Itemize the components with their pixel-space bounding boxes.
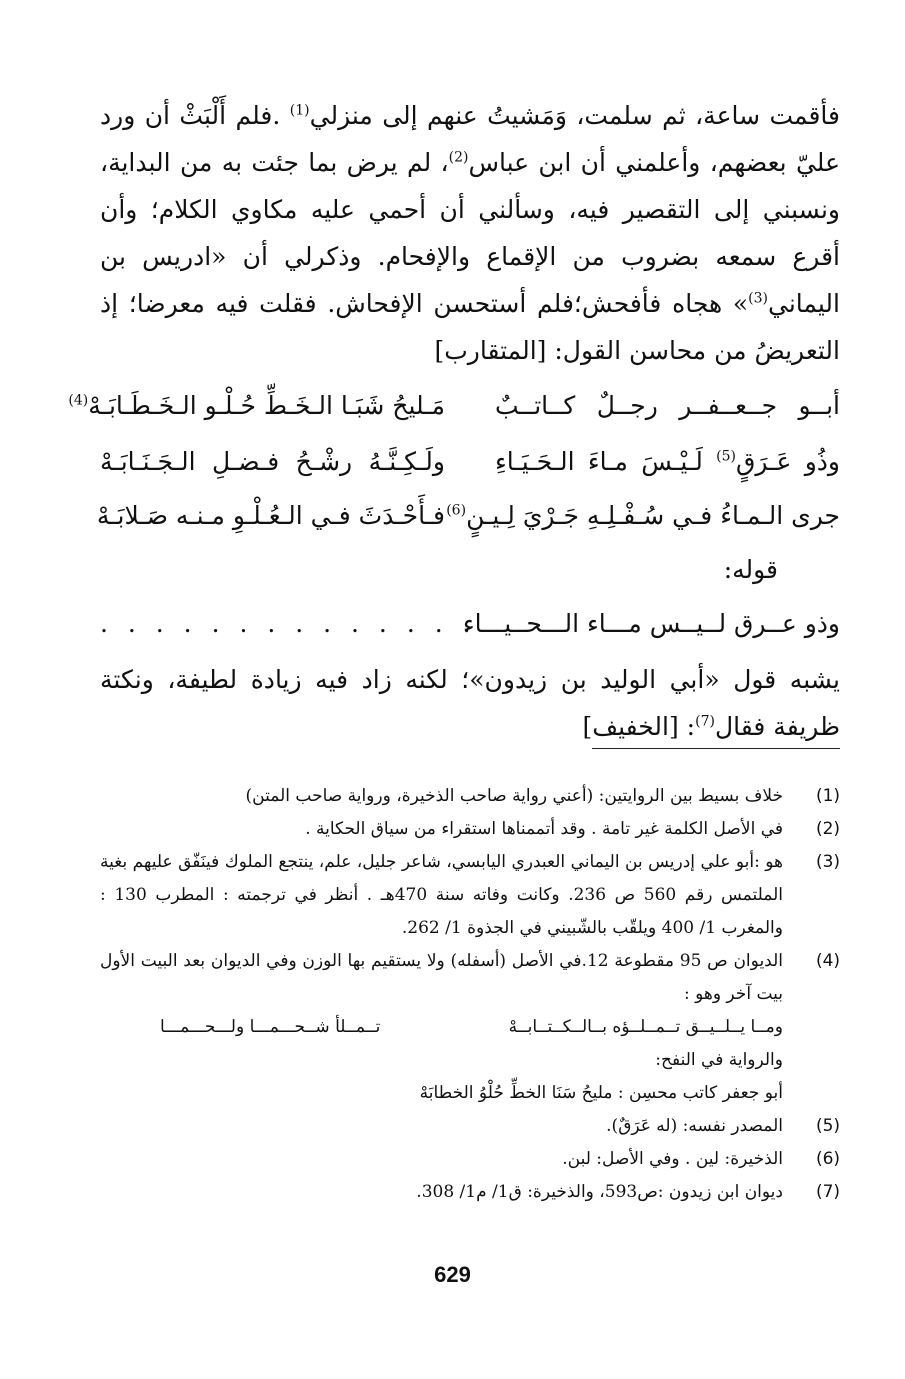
footnotes [100,780,845,1209]
footnote-7 [100,1176,845,1209]
footnote-text: الذخيرة: لين . وفي الأصل: لبن. [562,1149,783,1169]
para1-part-d: » هجاه فأفحش؛فلم أستحسن الإفحاش. فقلت فيه معرضا؛ إذ التعريضُ من محاسن القول: [المتقارب] [100,289,840,365]
verse-3-right-hemistich: جرى الـمـاءُ فـي سُـفْـلِـهِ جَـرْيَ لِـيـنٍ$^{(6)}$ [446,500,840,530]
ellipsis-dots: . . . . . . . . . . . . . . [100,608,477,638]
footnote-ref-2[interactable]: (2) [448,149,469,166]
quoted-hemistich: وذو عــرق لــيــس مـــاء الـــحــيـــاء [462,608,840,638]
footnote-number: (6) [815,1149,841,1169]
para1-part-c: ، لم يرض بما جئت به من البداية، ونسبني إلى التقصير فيه، وسألني أن أحمي عليه مكاوي الكلام؛ وأن أقرع سمعه بضروب من الإقماع والإفحام. وذكرلي أن «ادريس بن اليماني [100,148,840,318]
verse-3-left-hemistich: فـأَحْـدَثَ فـي الـعُـلْـوِ مـنـه صَـلابَـهْ [96,500,445,530]
verse-3 [96,490,840,540]
footnote-number: (4) [815,951,841,971]
footnote-ref-3[interactable]: (3) [748,290,769,307]
footnote-text: المصدر نفسه: (له عَرَقٌ). [606,1116,783,1136]
footnote-1 [100,780,845,813]
footnote-ref-7[interactable]: (7) [695,713,715,730]
footnote-ref-6[interactable]: (6) [446,502,467,519]
page-number: 629 [434,1262,471,1287]
footnote-4-verse-right: تــمــلأ شــحـــمـــا ولـــحـــمـــا [160,1017,381,1037]
footnote-2 [100,813,845,846]
para2-part-a: يشبه قول «أبي الوليد بن زيدون»؛ لكنه زاد فيه زيادة لطيفة، ونكتة ظريفة فقال [100,665,840,741]
para2-part-b: : [الخفيف] [582,712,696,741]
footnote-5 [100,1110,845,1143]
footnote-4-nafh-line: أبو جعفر كاتب محسِن : مليحُ سَنَا الخطِّ حُلْوُ الخطابَهْ [419,1083,783,1103]
footnote-4-verse [100,1011,845,1044]
para1-part-b: .فلم أَلْبَثْ أن ورد عليّ بعضهم، وأعلمني أن ابن عباس [100,101,840,177]
footnote-number: (2) [815,819,841,839]
footnote-3 [100,846,845,945]
para1-part-a: فأقمت ساعة، ثم سلمت، وَمَشيتُ عنهم إلى منزلي [309,101,840,130]
footnote-text: في الأصل الكلمة غير تامة . وقد أتممناها استقراء من سياق الحكاية . [305,819,783,839]
footnote-ref-5[interactable]: (5) [716,448,737,465]
footnote-text: ديوان ابن زيدون :ص593، والذخيرة: ق1/ م1/ 308. [416,1182,783,1202]
verse-1-left-hemistich: مَـليحُ شَبَـا الـخَـطِّ حُـلْـو الـخَـطَـابَـهْ$^{(4)}$ [68,390,445,420]
footnote-6 [100,1143,845,1176]
footnote-4 [100,945,845,1011]
verse-2-left-hemistich: ولَـكِـنَّـهُ رشْـحُ فـضـلِ الـجَـنَـابَـهْ [100,446,445,476]
footnote-separator [592,748,840,749]
verse-2-right-hemistich: وذُو عَـرَقٍ$^{(5)}$ لَـيْـسَ مـاءَ الـحَـيَـاءِ [495,446,840,476]
footnote-4-verse-left: ومــا يــلــيــق تــمــلــؤه بــالــكــتــابــهْ [508,1017,783,1037]
verse-1-right-hemistich: أبــو جــعــفــر رجــلٌ كــاتــبٌ [495,390,840,420]
footnote-4-nafh-label: والرواية في النفح: [655,1050,783,1070]
footnote-number: (3) [815,852,841,872]
footnote-ref-1[interactable]: (1) [289,102,310,119]
qawluhu-label: قوله: [723,555,778,584]
footnote-number: (5) [815,1116,841,1136]
footnote-ref-4[interactable]: (4) [68,392,89,409]
footnote-text: الديوان ص 95 مقطوعة 12.في الأصل (أسفله) ولا يستقيم بها الوزن وفي الديوان بعد البيت الأول بيت آخر وهو : [100,951,783,1004]
footnote-text: هو :أبو علي إدريس بن اليماني العبدري اليابسي، شاعر جليل، علم، ينتجع الملوك فينَفّق عليهم بغية الملتمس رقم 560 ص 236. وكانت وفاته سنة 470هـ . أنظر في ترجمته : المطرب 130 : والمغرب 1/ 400 ويلقّب بالشّبيني في الجذوة 1/ 262. [100,852,783,938]
footnote-text: خلاف بسيط بين الروايتين: (أعني رواية صاحب الذخيرة، ورواية صاحب المتن) [245,786,783,806]
footnote-number: (1) [815,786,841,806]
footnote-number: (7) [815,1182,841,1202]
second-paragraph [100,656,840,750]
quoted-hemistich-line [100,598,840,648]
verse-2 [100,436,840,486]
main-paragraph [100,92,840,374]
verse-1 [68,380,840,430]
